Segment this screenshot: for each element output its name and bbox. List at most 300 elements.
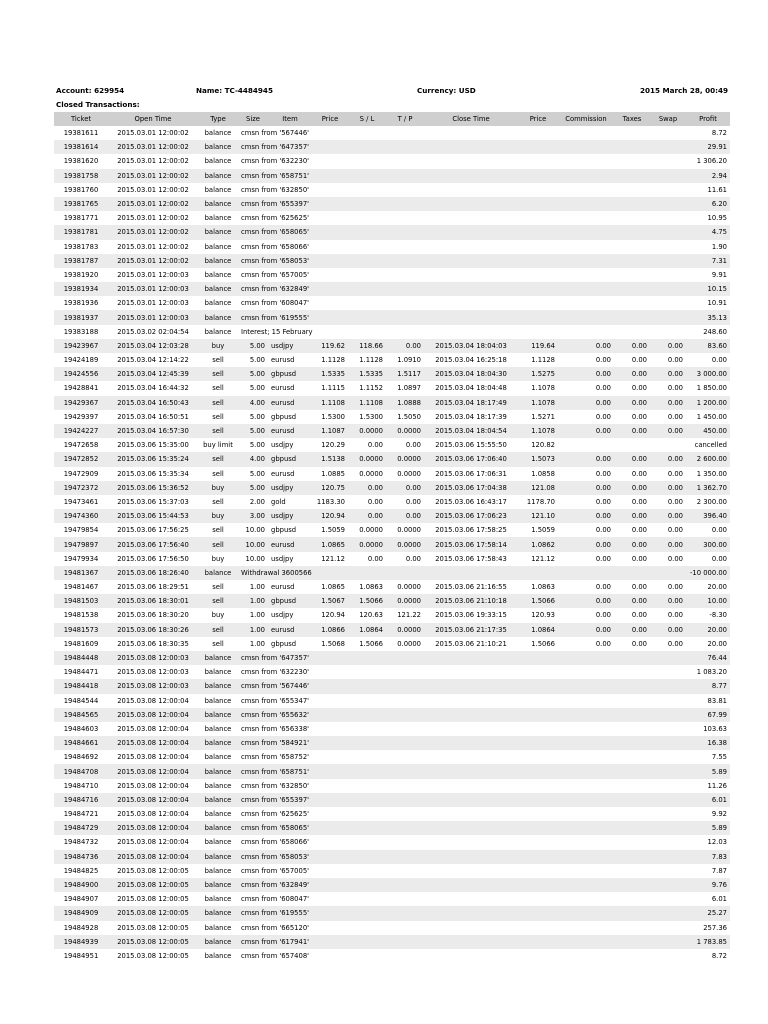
type-cell: balance <box>198 764 238 778</box>
sl-cell <box>348 126 386 140</box>
tp-cell <box>386 708 424 722</box>
open-time-cell: 2015.03.04 12:14:22 <box>108 353 198 367</box>
table-row <box>54 396 730 410</box>
close-price-cell <box>518 197 558 211</box>
profit-cell: 1 362.70 <box>686 481 730 495</box>
close-price-cell: 1.5066 <box>518 594 558 608</box>
comment-cell: cmsn from '632230' <box>238 154 312 168</box>
table-row <box>54 807 730 821</box>
open-time-cell: 2015.03.04 16:50:43 <box>108 396 198 410</box>
close-price-cell <box>518 906 558 920</box>
table-row <box>54 566 730 580</box>
table-row <box>54 509 730 523</box>
profit-cell: 248.60 <box>686 325 730 339</box>
open-price-cell <box>312 779 348 793</box>
type-cell: balance <box>198 225 238 239</box>
comment-cell: cmsn from '567446' <box>238 679 312 693</box>
type-cell: balance <box>198 140 238 154</box>
taxes-cell: 0.00 <box>614 552 650 566</box>
swap-cell: 0.00 <box>650 495 686 509</box>
taxes-cell <box>614 169 650 183</box>
item-cell: eurusd <box>268 623 312 637</box>
ticket-cell: 19479854 <box>54 523 108 537</box>
sl-cell <box>348 566 386 580</box>
type-cell: buy <box>198 339 238 353</box>
ticket-cell: 19484907 <box>54 892 108 906</box>
swap-cell <box>650 240 686 254</box>
profit-cell: 16.38 <box>686 736 730 750</box>
size-cell: 1.00 <box>238 594 268 608</box>
type-cell: sell <box>198 594 238 608</box>
tp-cell <box>386 764 424 778</box>
col-header: S / L <box>348 112 386 126</box>
type-cell: balance <box>198 821 238 835</box>
tp-cell: 0.0000 <box>386 594 424 608</box>
col-header: T / P <box>386 112 424 126</box>
type-cell: balance <box>198 892 238 906</box>
profit-cell: 6.20 <box>686 197 730 211</box>
close-time-cell: 2015.03.06 17:58:43 <box>424 552 518 566</box>
close-price-cell: 1.0862 <box>518 537 558 551</box>
open-time-cell: 2015.03.08 12:00:03 <box>108 651 198 665</box>
open-price-cell <box>312 211 348 225</box>
close-price-cell <box>518 310 558 324</box>
profit-cell: 7.87 <box>686 864 730 878</box>
close-price-cell <box>518 736 558 750</box>
commission-cell <box>558 254 614 268</box>
close-price-cell <box>518 821 558 835</box>
open-time-cell: 2015.03.06 18:30:35 <box>108 637 198 651</box>
sl-cell: 118.66 <box>348 339 386 353</box>
table-row <box>54 708 730 722</box>
sl-cell: 1.0863 <box>348 580 386 594</box>
ticket-cell: 19484909 <box>54 906 108 920</box>
close-time-cell: 2015.03.06 17:58:14 <box>424 537 518 551</box>
tp-cell <box>386 850 424 864</box>
close-time-cell <box>424 211 518 225</box>
close-time-cell: 2015.03.04 18:04:48 <box>424 381 518 395</box>
tp-cell <box>386 169 424 183</box>
comment-cell: cmsn from '656338' <box>238 722 312 736</box>
tp-cell <box>386 679 424 693</box>
sl-cell: 1.5335 <box>348 367 386 381</box>
table-row <box>54 878 730 892</box>
tp-cell <box>386 225 424 239</box>
open-time-cell: 2015.03.06 18:26:40 <box>108 566 198 580</box>
ticket-cell: 19484939 <box>54 935 108 949</box>
table-row <box>54 580 730 594</box>
ticket-cell: 19381936 <box>54 296 108 310</box>
swap-cell <box>650 708 686 722</box>
sl-cell <box>348 694 386 708</box>
taxes-cell: 0.00 <box>614 523 650 537</box>
close-time-cell <box>424 750 518 764</box>
ticket-cell: 19473461 <box>54 495 108 509</box>
close-time-cell <box>424 225 518 239</box>
tp-cell <box>386 282 424 296</box>
ticket-cell: 19381787 <box>54 254 108 268</box>
open-time-cell: 2015.03.08 12:00:05 <box>108 935 198 949</box>
open-time-cell: 2015.03.01 12:00:03 <box>108 310 198 324</box>
sl-cell <box>348 892 386 906</box>
sl-cell: 0.00 <box>348 495 386 509</box>
close-price-cell: 1.0858 <box>518 467 558 481</box>
profit-cell: 8.72 <box>686 949 730 963</box>
comment-cell: cmsn from '619555' <box>238 906 312 920</box>
item-cell: gbpusd <box>268 523 312 537</box>
close-time-cell: 2015.03.04 18:04:54 <box>424 424 518 438</box>
type-cell: balance <box>198 736 238 750</box>
close-price-cell: 1.0864 <box>518 623 558 637</box>
close-price-cell <box>518 154 558 168</box>
ticket-cell: 19481538 <box>54 608 108 622</box>
open-time-cell: 2015.03.08 12:00:05 <box>108 921 198 935</box>
ticket-cell: 19381765 <box>54 197 108 211</box>
commission-cell <box>558 310 614 324</box>
sl-cell: 0.00 <box>348 552 386 566</box>
tp-cell <box>386 154 424 168</box>
profit-cell: 300.00 <box>686 537 730 551</box>
comment-cell: cmsn from '658751' <box>238 169 312 183</box>
sl-cell <box>348 793 386 807</box>
table-row <box>54 211 730 225</box>
table-row <box>54 254 730 268</box>
comment-cell: cmsn from '658065' <box>238 821 312 835</box>
open-price-cell <box>312 949 348 963</box>
swap-cell <box>650 892 686 906</box>
sl-cell <box>348 310 386 324</box>
table-row <box>54 793 730 807</box>
commission-cell: 0.00 <box>558 594 614 608</box>
sl-cell <box>348 779 386 793</box>
profit-cell: cancelled <box>686 438 730 452</box>
taxes-cell <box>614 183 650 197</box>
sl-cell <box>348 935 386 949</box>
close-price-cell: 1.5271 <box>518 410 558 424</box>
taxes-cell: 0.00 <box>614 467 650 481</box>
taxes-cell <box>614 325 650 339</box>
comment-cell: cmsn from '619555' <box>238 310 312 324</box>
tp-cell: 0.0000 <box>386 452 424 466</box>
taxes-cell <box>614 821 650 835</box>
ticket-cell: 19481467 <box>54 580 108 594</box>
close-price-cell: 1.1078 <box>518 424 558 438</box>
ticket-cell: 19383188 <box>54 325 108 339</box>
close-time-cell <box>424 296 518 310</box>
open-price-cell <box>312 169 348 183</box>
profit-cell: 396.40 <box>686 509 730 523</box>
tp-cell <box>386 949 424 963</box>
tp-cell <box>386 935 424 949</box>
table-row <box>54 935 730 949</box>
profit-cell: 450.00 <box>686 424 730 438</box>
table-row <box>54 537 730 551</box>
open-price-cell <box>312 566 348 580</box>
commission-cell <box>558 750 614 764</box>
item-cell: gbpusd <box>268 410 312 424</box>
tp-cell: 1.0897 <box>386 381 424 395</box>
profit-cell: 10.95 <box>686 211 730 225</box>
close-time-cell <box>424 921 518 935</box>
close-price-cell <box>518 679 558 693</box>
close-time-cell <box>424 708 518 722</box>
open-time-cell: 2015.03.08 12:00:04 <box>108 736 198 750</box>
ticket-cell: 19424227 <box>54 424 108 438</box>
taxes-cell <box>614 225 650 239</box>
swap-cell: 0.00 <box>650 552 686 566</box>
table-row <box>54 410 730 424</box>
type-cell: balance <box>198 296 238 310</box>
swap-cell <box>650 183 686 197</box>
taxes-cell <box>614 679 650 693</box>
sl-cell: 0.0000 <box>348 523 386 537</box>
open-price-cell <box>312 835 348 849</box>
swap-cell: 0.00 <box>650 452 686 466</box>
open-time-cell: 2015.03.08 12:00:04 <box>108 793 198 807</box>
profit-cell: 2 300.00 <box>686 495 730 509</box>
close-price-cell <box>518 779 558 793</box>
swap-cell: 0.00 <box>650 523 686 537</box>
size-cell: 5.00 <box>238 339 268 353</box>
comment-cell: cmsn from '655347' <box>238 694 312 708</box>
closed-transactions-table <box>54 112 730 963</box>
sl-cell <box>348 282 386 296</box>
swap-cell <box>650 779 686 793</box>
ticket-cell: 19484951 <box>54 949 108 963</box>
size-cell: 1.00 <box>238 608 268 622</box>
size-cell: 5.00 <box>238 367 268 381</box>
close-time-cell <box>424 126 518 140</box>
profit-cell: 0.00 <box>686 523 730 537</box>
type-cell: balance <box>198 949 238 963</box>
open-price-cell: 120.94 <box>312 509 348 523</box>
commission-cell <box>558 821 614 835</box>
open-price-cell: 1.5138 <box>312 452 348 466</box>
taxes-cell <box>614 140 650 154</box>
swap-cell <box>650 835 686 849</box>
open-price-cell <box>312 878 348 892</box>
tp-cell: 0.0000 <box>386 537 424 551</box>
close-price-cell <box>518 296 558 310</box>
comment-cell: cmsn from '632850' <box>238 183 312 197</box>
taxes-cell: 0.00 <box>614 537 650 551</box>
open-time-cell: 2015.03.06 18:30:20 <box>108 608 198 622</box>
open-time-cell: 2015.03.08 12:00:04 <box>108 750 198 764</box>
size-cell: 5.00 <box>238 481 268 495</box>
taxes-cell: 0.00 <box>614 381 650 395</box>
open-price-cell <box>312 268 348 282</box>
close-price-cell <box>518 750 558 764</box>
open-time-cell: 2015.03.01 12:00:02 <box>108 154 198 168</box>
close-time-cell <box>424 935 518 949</box>
sl-cell: 0.00 <box>348 509 386 523</box>
commission-cell <box>558 126 614 140</box>
type-cell: sell <box>198 424 238 438</box>
tp-cell <box>386 878 424 892</box>
open-price-cell <box>312 921 348 935</box>
sl-cell: 0.00 <box>348 481 386 495</box>
swap-cell: 0.00 <box>650 353 686 367</box>
type-cell: sell <box>198 381 238 395</box>
open-time-cell: 2015.03.04 16:57:30 <box>108 424 198 438</box>
open-time-cell: 2015.03.04 16:44:32 <box>108 381 198 395</box>
commission-cell <box>558 282 614 296</box>
commission-cell <box>558 197 614 211</box>
comment-cell: cmsn from '657005' <box>238 864 312 878</box>
profit-cell: 83.81 <box>686 694 730 708</box>
swap-cell <box>650 878 686 892</box>
swap-cell: 0.00 <box>650 424 686 438</box>
type-cell: buy <box>198 509 238 523</box>
comment-cell: cmsn from '655397' <box>238 197 312 211</box>
profit-cell: 1 450.00 <box>686 410 730 424</box>
swap-cell <box>650 935 686 949</box>
taxes-cell <box>614 906 650 920</box>
open-time-cell: 2015.03.06 15:35:00 <box>108 438 198 452</box>
type-cell: sell <box>198 523 238 537</box>
ticket-cell: 19484565 <box>54 708 108 722</box>
size-cell: 4.00 <box>238 396 268 410</box>
tp-cell <box>386 736 424 750</box>
profit-cell: 1 306.20 <box>686 154 730 168</box>
close-price-cell <box>518 949 558 963</box>
taxes-cell <box>614 736 650 750</box>
type-cell: balance <box>198 268 238 282</box>
close-time-cell <box>424 154 518 168</box>
col-header: Open Time <box>108 112 198 126</box>
profit-cell: 7.31 <box>686 254 730 268</box>
open-price-cell <box>312 935 348 949</box>
profit-cell: 1 783.85 <box>686 935 730 949</box>
ticket-cell: 19484825 <box>54 864 108 878</box>
size-cell: 10.00 <box>238 537 268 551</box>
item-cell: eurusd <box>268 381 312 395</box>
close-time-cell <box>424 282 518 296</box>
tp-cell <box>386 835 424 849</box>
table-row <box>54 665 730 679</box>
type-cell: sell <box>198 410 238 424</box>
open-time-cell: 2015.03.02 02:04:54 <box>108 325 198 339</box>
sl-cell <box>348 169 386 183</box>
profit-cell: 1 083.20 <box>686 665 730 679</box>
type-cell: balance <box>198 679 238 693</box>
taxes-cell <box>614 835 650 849</box>
commission-cell <box>558 878 614 892</box>
taxes-cell: 0.00 <box>614 594 650 608</box>
table-row <box>54 126 730 140</box>
table-row <box>54 949 730 963</box>
open-price-cell <box>312 197 348 211</box>
table-header-row <box>54 112 730 126</box>
ticket-cell: 19484900 <box>54 878 108 892</box>
ticket-cell: 19381934 <box>54 282 108 296</box>
commission-cell: 0.00 <box>558 481 614 495</box>
open-price-cell: 120.75 <box>312 481 348 495</box>
taxes-cell <box>614 694 650 708</box>
commission-cell: 0.00 <box>558 467 614 481</box>
open-price-cell <box>312 750 348 764</box>
close-time-cell <box>424 722 518 736</box>
profit-cell: 29.91 <box>686 140 730 154</box>
table-row <box>54 481 730 495</box>
close-price-cell <box>518 708 558 722</box>
table-row <box>54 623 730 637</box>
close-time-cell: 2015.03.04 16:25:18 <box>424 353 518 367</box>
table-row <box>54 467 730 481</box>
col-header: Price <box>518 112 558 126</box>
sl-cell <box>348 183 386 197</box>
close-price-cell <box>518 722 558 736</box>
ticket-cell: 19381614 <box>54 140 108 154</box>
profit-cell: 3 000.00 <box>686 367 730 381</box>
tp-cell: 0.0000 <box>386 467 424 481</box>
close-price-cell <box>518 282 558 296</box>
comment-cell: cmsn from '657408' <box>238 949 312 963</box>
open-time-cell: 2015.03.04 12:03:28 <box>108 339 198 353</box>
close-price-cell <box>518 325 558 339</box>
open-price-cell: 1.1115 <box>312 381 348 395</box>
swap-cell <box>650 807 686 821</box>
open-time-cell: 2015.03.04 12:45:39 <box>108 367 198 381</box>
sl-cell <box>348 921 386 935</box>
ticket-cell: 19423967 <box>54 339 108 353</box>
tp-cell <box>386 722 424 736</box>
taxes-cell <box>614 779 650 793</box>
profit-cell: 257.36 <box>686 921 730 935</box>
profit-cell: 12.03 <box>686 835 730 849</box>
ticket-cell: 19484708 <box>54 764 108 778</box>
ticket-cell: 19381920 <box>54 268 108 282</box>
table-row <box>54 169 730 183</box>
profit-cell: 9.91 <box>686 268 730 282</box>
sl-cell: 1.1108 <box>348 396 386 410</box>
type-cell: balance <box>198 921 238 935</box>
ticket-cell: 19381783 <box>54 240 108 254</box>
table-row <box>54 240 730 254</box>
tp-cell <box>386 126 424 140</box>
tp-cell <box>386 864 424 878</box>
sl-cell <box>348 835 386 849</box>
swap-cell: 0.00 <box>650 594 686 608</box>
open-time-cell: 2015.03.06 17:56:40 <box>108 537 198 551</box>
close-price-cell: 1.1078 <box>518 396 558 410</box>
taxes-cell <box>614 708 650 722</box>
commission-cell <box>558 892 614 906</box>
sl-cell: 0.00 <box>348 438 386 452</box>
item-cell: usdjpy <box>268 481 312 495</box>
close-price-cell <box>518 892 558 906</box>
close-time-cell <box>424 764 518 778</box>
close-price-cell: 1.5059 <box>518 523 558 537</box>
sl-cell <box>348 154 386 168</box>
swap-cell <box>650 850 686 864</box>
taxes-cell <box>614 665 650 679</box>
type-cell: balance <box>198 694 238 708</box>
table-row <box>54 906 730 920</box>
profit-cell: 1 850.00 <box>686 381 730 395</box>
ticket-cell: 19484448 <box>54 651 108 665</box>
profit-cell: -8.30 <box>686 608 730 622</box>
tp-cell: 121.22 <box>386 608 424 622</box>
ticket-cell: 19429367 <box>54 396 108 410</box>
type-cell: balance <box>198 282 238 296</box>
swap-cell: 0.00 <box>650 509 686 523</box>
profit-cell: 20.00 <box>686 580 730 594</box>
tp-cell: 0.00 <box>386 552 424 566</box>
table-row <box>54 424 730 438</box>
type-cell: balance <box>198 197 238 211</box>
sl-cell <box>348 268 386 282</box>
